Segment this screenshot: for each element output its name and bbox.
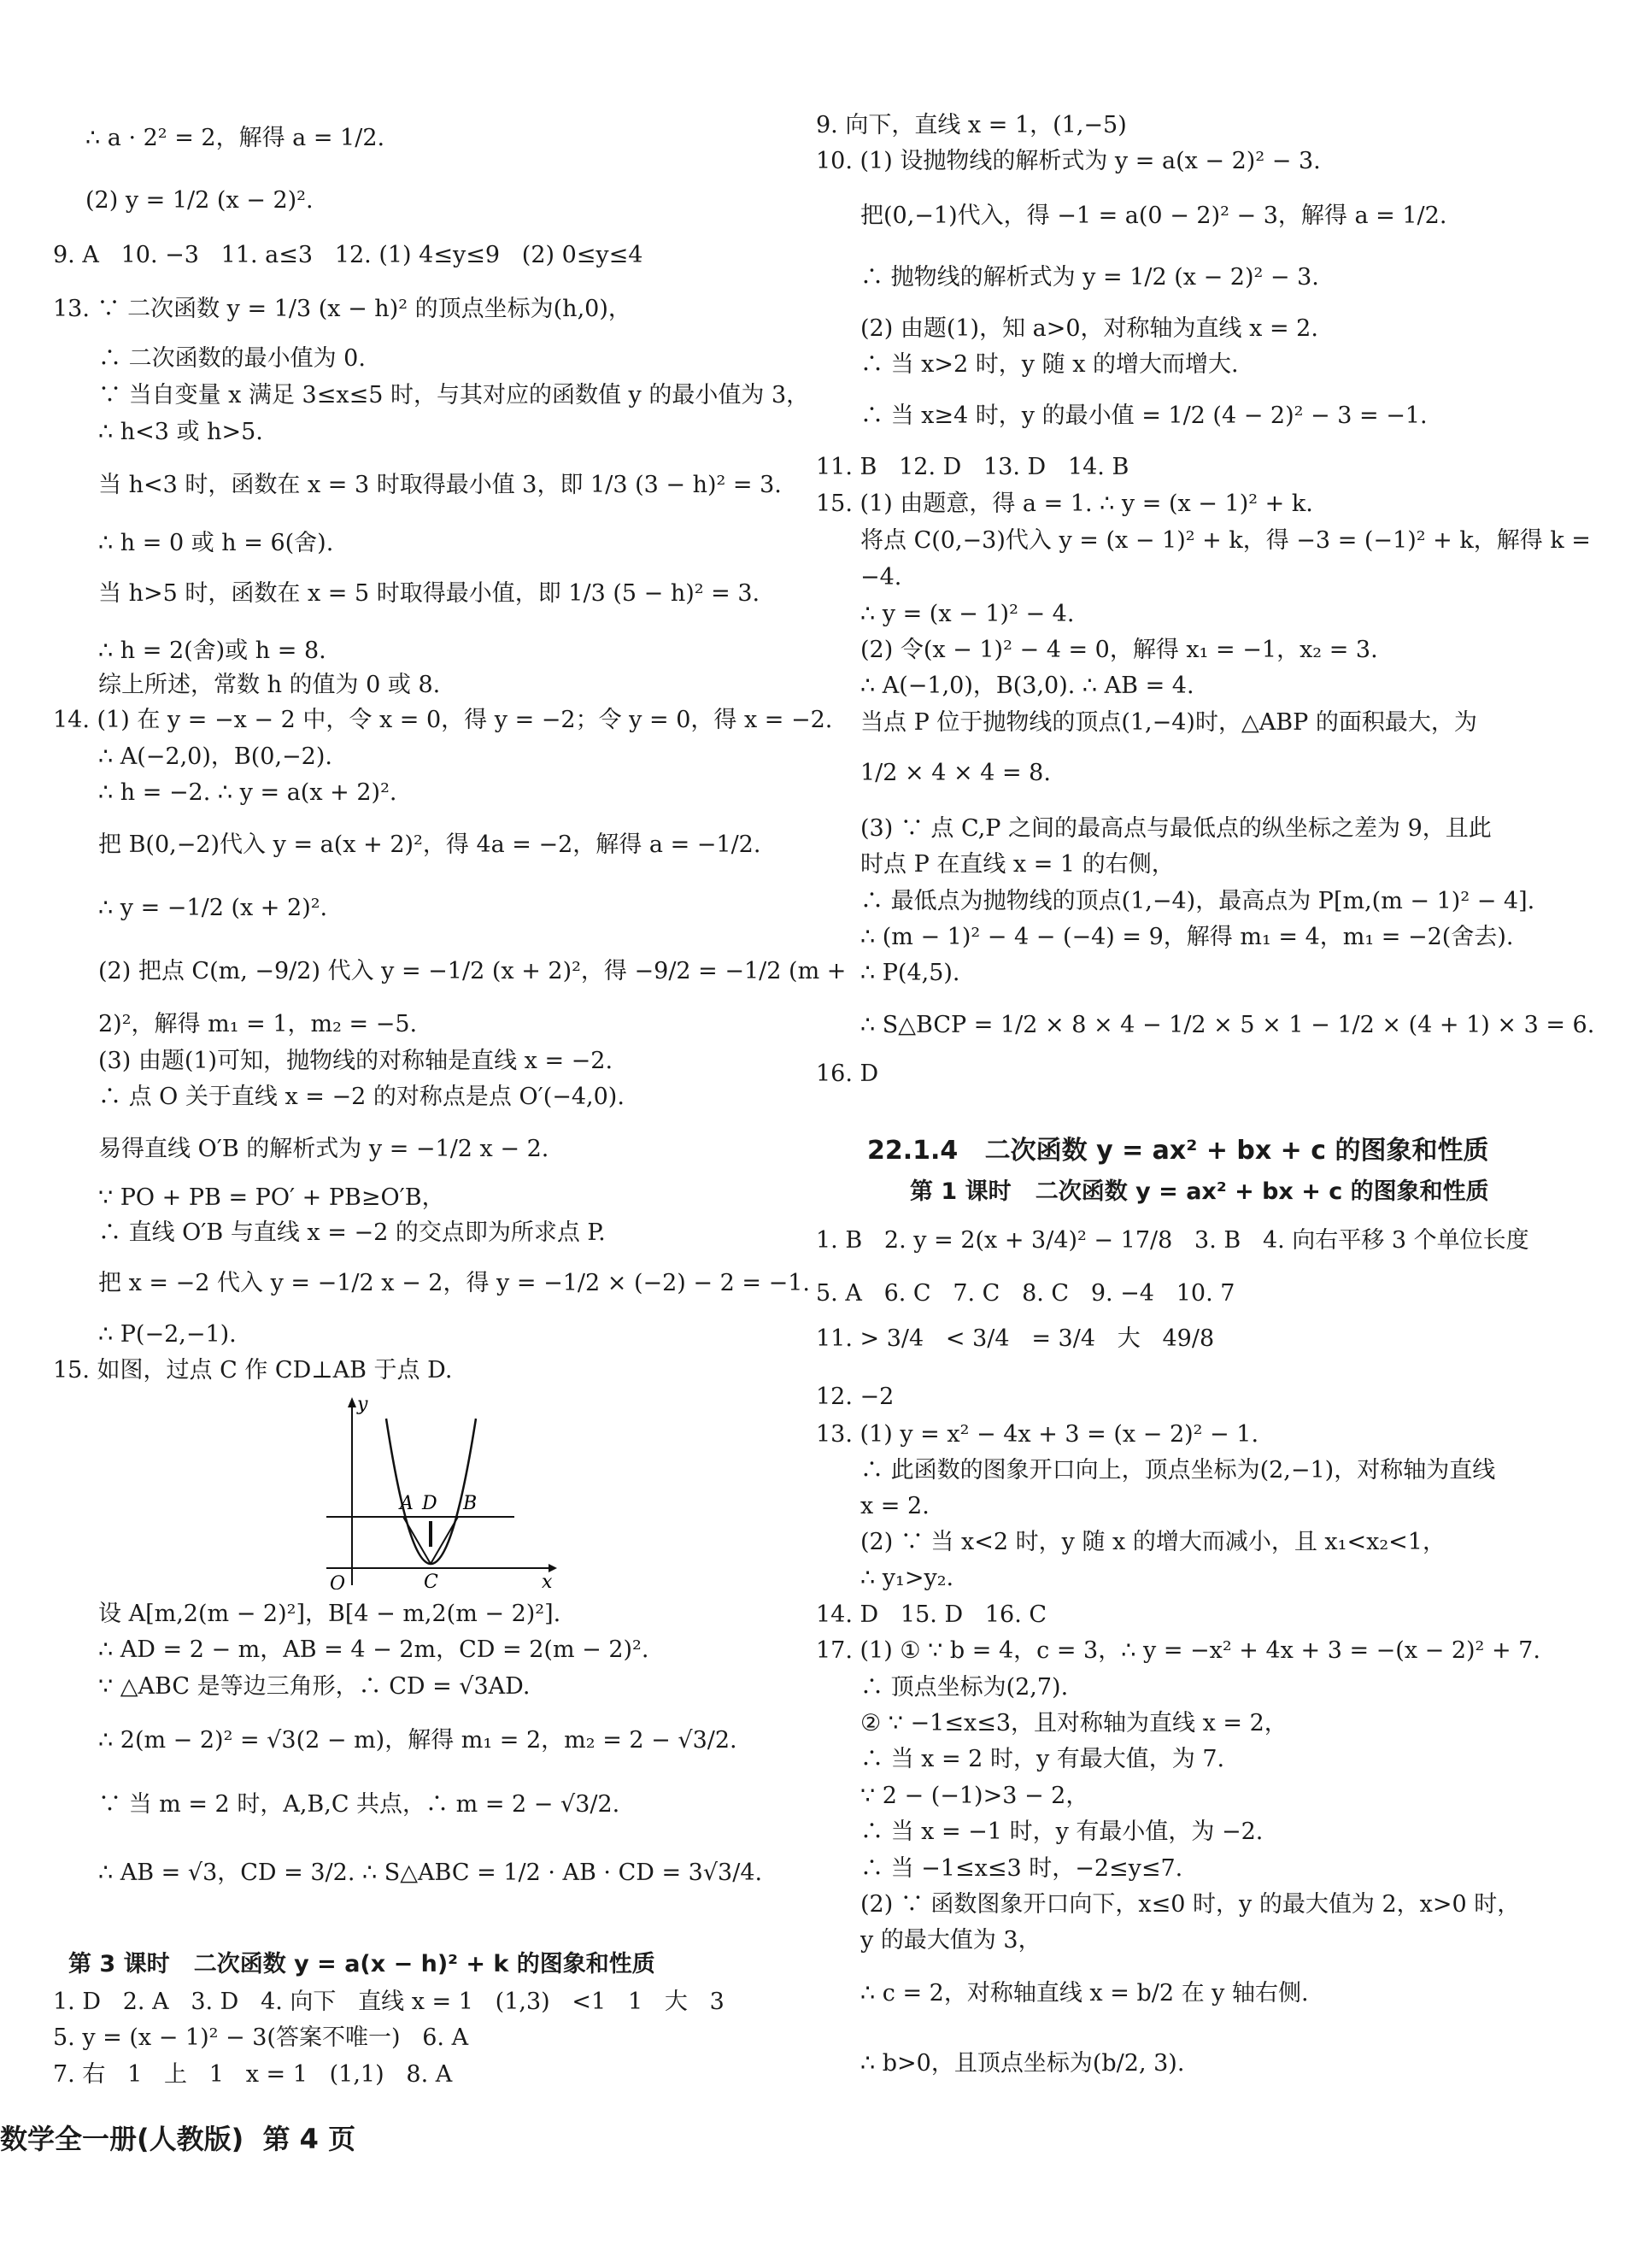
right-column-line: 11. B 12. D 13. D 14. B <box>816 454 1129 480</box>
point-d-label: D <box>422 1493 437 1514</box>
right-column-line: ∴ (m − 1)² − 4 − (−4) = 9，解得 m₁ = 4，m₁ = −2(舍去). <box>860 924 1514 950</box>
origin-label: O <box>330 1573 346 1589</box>
left-column-line: 综上所述，常数 h 的值为 0 或 8. <box>98 672 441 698</box>
left-column-line: 7. 右 1 上 1 x = 1 (1,1) 8. A <box>53 2061 453 2088</box>
left-column-line: ∴ 直线 O′B 与直线 x = −2 的交点即为所求点 P. <box>98 1219 606 1246</box>
right-column-line: 22.1.4 二次函数 y = ax² + bx + c 的图象和性质 <box>867 1136 1489 1166</box>
right-column-line: (3) ∵ 点 C,P 之间的最高点与最低点的纵坐标之差为 9，且此 <box>860 815 1492 842</box>
left-column-line: ∴ a · 2² = 2，解得 a = 1/2. <box>85 125 385 151</box>
right-column-line: ∴ 顶点坐标为(2,7). <box>860 1674 1069 1701</box>
side-bc <box>431 1517 458 1564</box>
right-column-line: ∴ S△BCP = 1/2 × 8 × 4 − 1/2 × 5 × 1 − 1/2 × (4 + 1) × 3 = 6. <box>860 1012 1595 1038</box>
left-column-line: ∵ 当 m = 2 时，A,B,C 共点，∴ m = 2 − √3/2. <box>98 1791 620 1818</box>
right-column-line: ∴ 当 x = −1 时，y 有最小值，为 −2. <box>860 1819 1264 1845</box>
left-column-line: ∴ AB = √3，CD = 3/2. ∴ S△ABC = 1/2 · AB · CD = 3√3/4. <box>98 1860 763 1886</box>
left-column-line: 把 B(0,−2)代入 y = a(x + 2)²，得 4a = −2，解得 a = −1/2. <box>98 831 761 858</box>
right-column-line: 时点 P 在直线 x = 1 的右侧， <box>860 851 1175 878</box>
right-column-line: 5. A 6. C 7. C 8. C 9. −4 10. 7 <box>816 1280 1235 1307</box>
right-column-line: (2) ∵ 函数图象开口向下，x≤0 时，y 的最大值为 2，x>0 时， <box>860 1891 1521 1918</box>
left-column-line: ∴ P(−2,−1). <box>98 1321 237 1348</box>
right-column-line: ∴ P(4,5). <box>860 960 960 986</box>
right-column-line: (2) 由题(1)，知 a>0，对称轴为直线 x = 2. <box>860 315 1318 342</box>
page-footer: 数学全一册(人教版) 第 4 页 <box>0 2123 356 2155</box>
left-column-line: ∴ h = −2. ∴ y = a(x + 2)². <box>98 779 397 806</box>
right-column-line: ∴ y = (x − 1)² − 4. <box>860 601 1075 627</box>
right-column-line: 17. (1) ① ∵ b = 4，c = 3，∴ y = −x² + 4x + 3 = −(x − 2)² + 7. <box>816 1637 1540 1664</box>
left-column-line: ∴ AD = 2 − m，AB = 4 − 2m，CD = 2(m − 2)². <box>98 1636 649 1663</box>
left-column-line: (2) 把点 C(m, −9/2) 代入 y = −1/2 (x + 2)²，得 −9/2 = −1/2 (m + <box>98 958 847 984</box>
left-column-line: ∵ PO + PB = PO′ + PB≥O′B， <box>98 1184 445 1211</box>
right-column-line: 14. D 15. D 16. C <box>816 1601 1047 1628</box>
right-column-line: 11. > 3/4 < 3/4 = 3/4 大 49/8 <box>816 1325 1215 1352</box>
left-column-line: 当 h>5 时，函数在 x = 5 时取得最小值，即 1/3 (5 − h)² = 3. <box>98 580 760 607</box>
right-column-line: ∴ 最低点为抛物线的顶点(1,−4)，最高点为 P[m,(m − 1)² − 4]. <box>860 888 1535 914</box>
parabola-figure <box>318 1384 557 1589</box>
left-column-line: 当 h<3 时，函数在 x = 3 时取得最小值 3，即 1/3 (3 − h)² = 3. <box>98 472 782 498</box>
right-column-line: ∵ 2 − (−1)>3 − 2， <box>860 1783 1089 1809</box>
right-column-line: (2) ∵ 当 x<2 时，y 随 x 的增大而减小，且 x₁<x₂<1， <box>860 1529 1446 1555</box>
left-column-line: ∴ h<3 或 h>5. <box>98 419 263 445</box>
right-column-line: ② ∵ −1≤x≤3，且对称轴为直线 x = 2， <box>860 1710 1288 1736</box>
left-column-line: ∵ 当自变量 x 满足 3≤x≤5 时，与其对应的函数值 y 的最小值为 3， <box>98 382 810 408</box>
right-column-line: ∴ c = 2，对称轴直线 x = b/2 在 y 轴右侧. <box>860 1980 1309 2007</box>
right-column-line: x = 2. <box>860 1493 930 1519</box>
right-column-line: ∴ 当 x≥4 时，y 的最小值 = 1/2 (4 − 2)² − 3 = −1. <box>860 402 1428 429</box>
right-column-line: ∴ 当 x = 2 时，y 有最大值，为 7. <box>860 1746 1225 1772</box>
left-column-line: (2) y = 1/2 (x − 2)². <box>85 187 314 214</box>
right-column-line: (2) 令(x − 1)² − 4 = 0，解得 x₁ = −1，x₂ = 3. <box>860 637 1378 663</box>
left-column-line: ∴ 点 O 关于直线 x = −2 的对称点是点 O′(−4,0). <box>98 1084 625 1110</box>
right-column-line: 1/2 × 4 × 4 = 8. <box>860 760 1051 786</box>
left-column-line: 设 A[m,2(m − 2)²]，B[4 − m,2(m − 2)²]. <box>98 1601 561 1627</box>
left-column-line: ∴ y = −1/2 (x + 2)². <box>98 895 328 921</box>
right-column-line: ∴ 抛物线的解析式为 y = 1/2 (x − 2)² − 3. <box>860 264 1319 291</box>
left-column-line: 第 3 课时 二次函数 y = a(x − h)² + k 的图象和性质 <box>68 1951 655 1977</box>
right-column-line: y 的最大值为 3， <box>860 1927 1041 1954</box>
right-column-line: ∴ 当 x>2 时，y 随 x 的增大而增大. <box>860 351 1239 378</box>
left-column-line: 易得直线 O′B 的解析式为 y = −1/2 x − 2. <box>98 1136 549 1162</box>
right-column-line: 12. −2 <box>816 1384 895 1410</box>
left-column-line: 2)²，解得 m₁ = 1，m₂ = −5. <box>98 1011 418 1037</box>
right-column-line: −4. <box>860 564 902 591</box>
left-column-line: ∵ △ABC 是等边三角形，∴ CD = √3AD. <box>98 1673 531 1700</box>
y-label: y <box>357 1394 368 1415</box>
side-ac <box>403 1517 431 1564</box>
left-column-line: ∴ h = 2(舍)或 h = 8. <box>98 638 326 664</box>
left-column-line: 15. 如图，过点 C 作 CD⊥AB 于点 D. <box>53 1357 453 1384</box>
point-c-label: C <box>424 1572 438 1589</box>
right-column-line: 9. 向下，直线 x = 1，(1,−5) <box>816 112 1127 138</box>
right-column-line: 10. (1) 设抛物线的解析式为 y = a(x − 2)² − 3. <box>816 148 1321 174</box>
left-column-line: ∴ A(−2,0)，B(0,−2). <box>98 743 332 770</box>
left-column-line: ∴ 二次函数的最小值为 0. <box>98 345 366 372</box>
y-axis-arrow <box>348 1397 356 1407</box>
right-column-line: 当点 P 位于抛物线的顶点(1,−4)时，△ABP 的面积最大，为 <box>860 709 1477 736</box>
right-column-line: 把(0,−1)代入，得 −1 = a(0 − 2)² − 3，解得 a = 1/2. <box>860 203 1447 229</box>
left-column-line: 9. A 10. −3 11. a≤3 12. (1) 4≤y≤9 (2) 0≤y≤4 <box>53 242 643 268</box>
right-column-line: ∴ b>0，且顶点坐标为(b/2, 3). <box>860 2050 1185 2077</box>
right-column-line: 15. (1) 由题意，得 a = 1. ∴ y = (x − 1)² + k. <box>816 491 1313 517</box>
right-column-line: ∴ 当 −1≤x≤3 时，−2≤y≤7. <box>860 1855 1183 1882</box>
right-column-line: ∴ 此函数的图象开口向上，顶点坐标为(2,−1)，对称轴为直线 <box>860 1457 1496 1484</box>
left-column-line: 5. y = (x − 1)² − 3(答案不唯一) 6. A <box>53 2024 469 2051</box>
left-column-line: ∴ 2(m − 2)² = √3(2 − m)，解得 m₁ = 2，m₂ = 2 − √3/2. <box>98 1727 737 1754</box>
right-column-line: ∴ A(−1,0)，B(3,0). ∴ AB = 4. <box>860 673 1194 699</box>
left-column-line: 13. ∵ 二次函数 y = 1/3 (x − h)² 的顶点坐标为(h,0)， <box>53 296 631 322</box>
x-label: x <box>542 1572 553 1589</box>
right-column-line: 13. (1) y = x² − 4x + 3 = (x − 2)² − 1. <box>816 1421 1259 1448</box>
right-column-line: 1. B 2. y = 2(x + 3/4)² − 17/8 3. B 4. 向右平移 3 个单位长度 <box>816 1227 1529 1254</box>
right-column-line: 将点 C(0,−3)代入 y = (x − 1)² + k，得 −3 = (−1)² + k，解得 k = <box>860 527 1591 554</box>
left-column-line: 14. (1) 在 y = −x − 2 中，令 x = 0，得 y = −2；令 y = 0，得 x = −2. <box>53 707 833 733</box>
point-b-label: B <box>463 1493 478 1514</box>
point-a-label: A <box>400 1493 414 1514</box>
left-column-line: 把 x = −2 代入 y = −1/2 x − 2，得 y = −1/2 × (−2) − 2 = −1. <box>98 1270 810 1296</box>
left-column-line: 1. D 2. A 3. D 4. 向下 直线 x = 1 (1,3) <1 1 大 3 <box>53 1989 725 2015</box>
left-column-line: ∴ h = 0 或 h = 6(舍). <box>98 530 334 556</box>
right-column-line: 16. D <box>816 1061 879 1087</box>
right-column-line: ∴ y₁>y₂. <box>860 1565 954 1591</box>
left-column-line: (3) 由题(1)可知，抛物线的对称轴是直线 x = −2. <box>98 1048 613 1074</box>
right-column-line: 第 1 课时 二次函数 y = ax² + bx + c 的图象和性质 <box>910 1178 1489 1205</box>
